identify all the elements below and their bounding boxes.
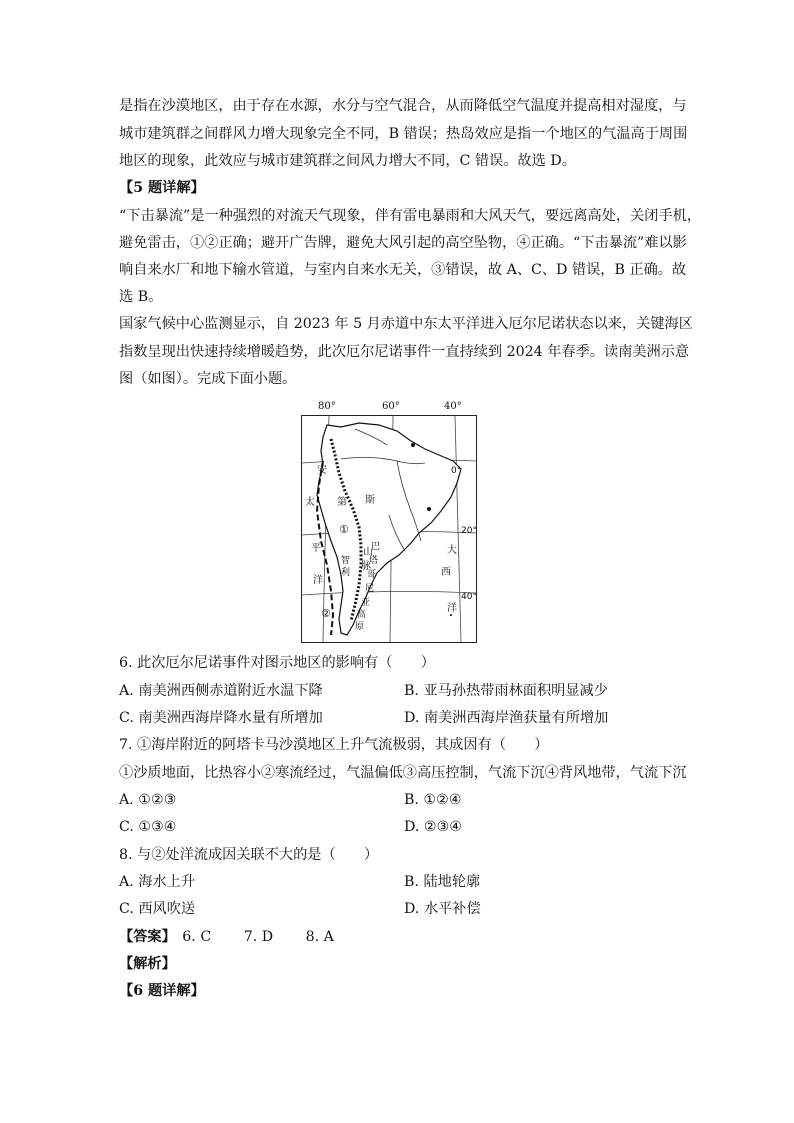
question-factors: ①沙质地面，比热容小②寒流经过，气温偏低③高压控制，气流下沉④背风地带，气流下沉: [119, 765, 687, 781]
south-america-map: [301, 415, 477, 643]
option-a[interactable]: A. ①②③: [119, 792, 177, 808]
option-b[interactable]: B. ①②④: [404, 792, 462, 808]
text-line: 是指在沙漠地区，由于存在水源，水分与空气混合，从而降低空气温度并提高相对湿度，与: [119, 98, 687, 114]
patagonia-label: 原: [355, 622, 365, 632]
andes-label: 斯: [365, 495, 375, 506]
question-stem: 8. 与②处洋流成因关联不大的是（ ）: [119, 847, 379, 863]
atlantic-label: 洋: [447, 603, 457, 614]
option-b[interactable]: B. 亚马孙热带雨林面积明显减少: [404, 683, 608, 699]
text-line: 指数呈现出快速持续增暖趋势，此次厄尔尼诺事件一直持续到 2024 年春季。读南美洲示意: [119, 344, 690, 360]
atlantic-label: 大: [447, 545, 457, 556]
text-line: “下击暴流”是一种强烈的对流天气现象，伴有雷电暴雨和大风天气，要远离高处，关闭手机，: [119, 208, 702, 224]
option-c[interactable]: C. ①③④: [119, 819, 177, 835]
lat-label: 20°: [461, 526, 477, 536]
answer-6: 6. C: [182, 929, 212, 945]
marker-2: ②: [321, 607, 331, 620]
lon-label-60: 60°: [382, 401, 400, 412]
marker-1: ①: [339, 523, 349, 536]
option-a[interactable]: A. 海水上升: [119, 874, 196, 890]
patagonia-label: 亚: [361, 598, 371, 608]
answer-label: 【答案】: [119, 929, 176, 945]
answer-8: 8. A: [305, 929, 334, 945]
text-line: 地区的现象，此效应与城市建筑群之间风力增大不同，C 错误。故选 D。: [119, 153, 576, 169]
pacific-label: 平: [311, 543, 321, 554]
text-line: 图（如图）。完成下面小题。: [119, 371, 297, 387]
answer-line: [119, 927, 334, 947]
pacific-label: 太: [305, 497, 315, 508]
patagonia-label: 塔: [369, 556, 379, 566]
option-d[interactable]: D. 南美洲西海岸渔获量有所增加: [404, 710, 609, 726]
text-line: 响自来水厂和地下输水管道，与室内自来水无关，③错误，故 A、C、D 错误，B 正确。故: [119, 262, 687, 278]
text-line: 避免雷击，①②正确；避开广告牌，避免大风引起的高空坠物，④正确。“下击暴流”难以影: [119, 235, 687, 251]
option-c[interactable]: C. 西风吹送: [119, 901, 196, 917]
pacific-label: 洋: [313, 575, 323, 586]
chile-label: 智: [341, 556, 351, 566]
option-d[interactable]: D. ②③④: [404, 819, 463, 835]
lat-label: 0°: [451, 466, 462, 476]
patagonia-label: 高: [357, 610, 367, 620]
lat-label: 40°: [461, 592, 477, 602]
question-stem: 6. 此次厄尔尼诺事件对图示地区的影响有（ ）: [119, 655, 435, 671]
text-line: 城市建筑群之间群风力增大现象完全不同，B 错误；热岛效应是指一个地区的气温高于周围: [119, 126, 688, 142]
patagonia-label: 尼: [365, 584, 375, 594]
question-stem: 7. ①海岸附近的阿塔卡马沙漠地区上升气流极弱，其成因有（ ）: [119, 737, 549, 753]
andes-label: 脉: [361, 561, 371, 572]
section-heading: 【5 题详解】: [119, 180, 205, 196]
analysis-heading: 【解析】: [119, 956, 176, 972]
text-line: 选 B。: [119, 289, 163, 305]
option-a[interactable]: A. 南美洲西侧赤道附近水温下降: [119, 683, 323, 699]
patagonia-label: 哥: [367, 570, 377, 580]
lon-label-80: 80°: [318, 401, 336, 412]
atlantic-label: 西: [441, 567, 451, 578]
andes-label: 第: [337, 497, 347, 508]
option-c[interactable]: C. 南美洲西海岸降水量有所增加: [119, 710, 323, 726]
patagonia-label: 巴: [371, 542, 381, 552]
option-b[interactable]: B. 陆地轮廓: [404, 874, 481, 890]
section-heading: 【6 题详解】: [119, 983, 205, 999]
chile-label: 利: [341, 568, 351, 578]
answer-7: 7. D: [243, 929, 274, 945]
option-d[interactable]: D. 水平补偿: [404, 901, 481, 917]
text-line: 国家气候中心监测显示，自 2023 年 5 月赤道中东太平洋进入厄尔尼诺状态以来，关键海区: [119, 316, 693, 332]
andes-label: 安: [317, 465, 327, 476]
andes-label: 山: [363, 547, 373, 558]
lon-label-40: 40°: [444, 401, 462, 412]
